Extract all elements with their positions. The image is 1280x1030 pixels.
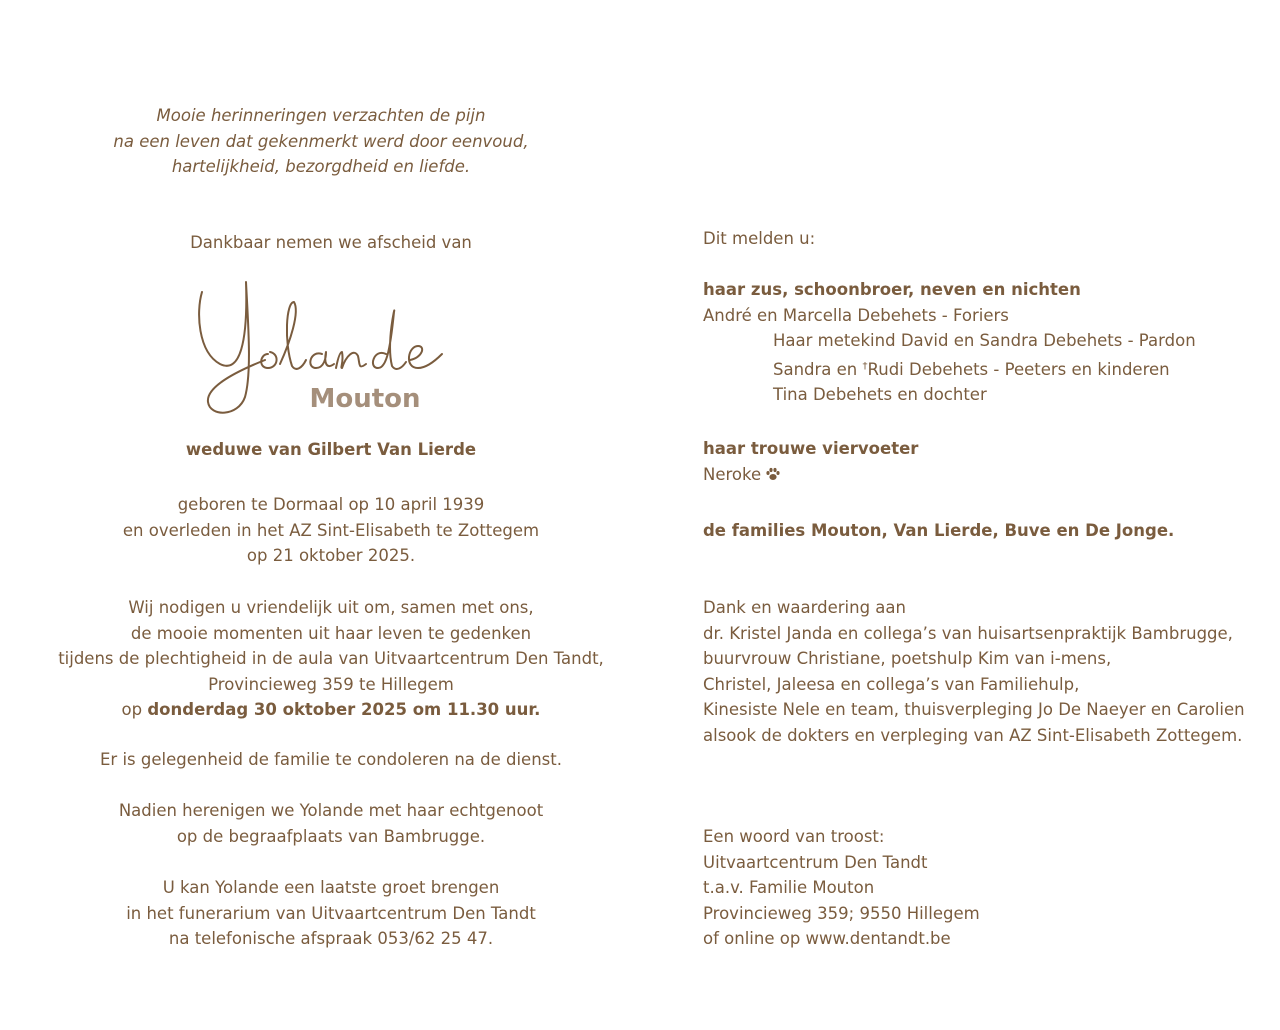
- birth-death-block: [31, 492, 631, 569]
- deceased-cross: †: [862, 360, 868, 372]
- thanks-line: Dank en waardering aan: [703, 598, 906, 617]
- widow-of-text: [31, 437, 631, 463]
- invitation-block: [31, 595, 631, 723]
- sister-names: André en Marcella Debehets - Foriers: [703, 305, 1009, 325]
- child-line: Tina Debehets en dochter: [773, 385, 987, 405]
- paw-icon: [765, 466, 781, 482]
- address-line: Een woord van troost:: [703, 827, 885, 846]
- intro-line: Dankbaar nemen we afscheid van: [190, 233, 472, 252]
- burial-line: op de begraafplaats van Bambrugge.: [176, 826, 486, 846]
- funerarium-line: na telefonische afspraak 053/62 25 47.: [168, 929, 494, 949]
- thanks-block: [703, 595, 1263, 749]
- pet-name: Neroke: [703, 464, 762, 484]
- quote-line: hartelijkheid, bezorgdheid en liefde.: [171, 157, 471, 176]
- address-line: t.a.v. Familie Mouton: [703, 878, 875, 898]
- child-line: [703, 354, 1263, 383]
- condolence-line: Er is gelegenheid de familie te condoleren na de dienst.: [100, 750, 562, 769]
- memorial-quote: [31, 103, 611, 180]
- invitation-line: Provincieweg 359 te Hillegem: [208, 674, 454, 694]
- website-line: of online op www.dentandt.be: [703, 929, 951, 949]
- families-line: de families Mouton, Van Lierde, Buve en De Jonge.: [703, 521, 1175, 540]
- burial-block: [31, 798, 631, 849]
- sister-heading: haar zus, schoonbroer, neven en nichten: [703, 280, 1081, 299]
- child-line: Haar metekind David en Sandra Debehets - Pardon: [773, 331, 1196, 351]
- thanks-line: buurvrouw Christiane, poetshulp Kim van i-mens,: [703, 649, 1112, 669]
- announce-block: [703, 226, 1263, 252]
- invitation-line: de mooie momenten uit haar leven te gedenken: [130, 623, 532, 643]
- funerarium-line: in het funerarium van Uitvaartcentrum Den Tandt: [126, 903, 536, 923]
- child-name-part: Sandra en: [773, 359, 863, 379]
- sister-family-block: [703, 277, 1263, 408]
- intro-text: [31, 230, 631, 256]
- address-line: Uitvaartcentrum Den Tandt: [703, 852, 928, 872]
- death-line: en overleden in het AZ Sint-Elisabeth te Zottegem: [122, 520, 540, 540]
- burial-line: Nadien herenigen we Yolande met haar echtgenoot: [118, 801, 544, 820]
- thanks-line: Kinesiste Nele en team, thuisverpleging Jo De Naeyer en Carolien: [703, 700, 1245, 720]
- pet-heading: haar trouwe viervoeter: [703, 439, 919, 458]
- quote-line: Mooie herinneringen verzachten de pijn: [156, 106, 486, 125]
- widow-line: weduwe van Gilbert Van Lierde: [185, 440, 477, 459]
- thanks-line: alsook de dokters en verpleging van AZ Sint-Elisabeth Zottegem.: [703, 725, 1243, 745]
- funerarium-line: U kan Yolande een laatste groet brengen: [162, 878, 500, 897]
- families-block: [703, 518, 1263, 544]
- surname: Mouton: [309, 384, 421, 414]
- invitation-line: tijdens de plechtigheid in de aula van Uitvaartcentrum Den Tandt,: [58, 649, 604, 669]
- thanks-line: Christel, Jaleesa en collega’s van Familiehulp,: [703, 674, 1080, 694]
- ceremony-date-line: [31, 697, 631, 723]
- pet-line: [703, 462, 1263, 488]
- announce-line: Dit melden u:: [703, 229, 816, 248]
- thanks-line: dr. Kristel Janda en collega’s van huisartsenpraktijk Bambrugge,: [703, 623, 1233, 643]
- address-line: Provincieweg 359; 9550 Hillegem: [703, 903, 980, 923]
- child-name-part: Rudi Debehets - Peeters en kinderen: [867, 359, 1170, 379]
- funerarium-block: [31, 875, 631, 952]
- ceremony-date: donderdag 30 oktober 2025 om 11.30 uur.: [147, 700, 541, 720]
- date-prefix: op: [121, 700, 148, 720]
- condolence-address-block: [703, 824, 1263, 952]
- pet-block: [703, 436, 1263, 487]
- quote-line: na een leven dat gekenmerkt werd door eenvoud,: [113, 131, 529, 151]
- death-date-line: op 21 oktober 2025.: [246, 546, 416, 566]
- birth-line: geboren te Dormaal op 10 april 1939: [177, 495, 485, 514]
- invitation-line: Wij nodigen u vriendelijk uit om, samen met ons,: [128, 598, 534, 617]
- condolence-note: [31, 747, 631, 773]
